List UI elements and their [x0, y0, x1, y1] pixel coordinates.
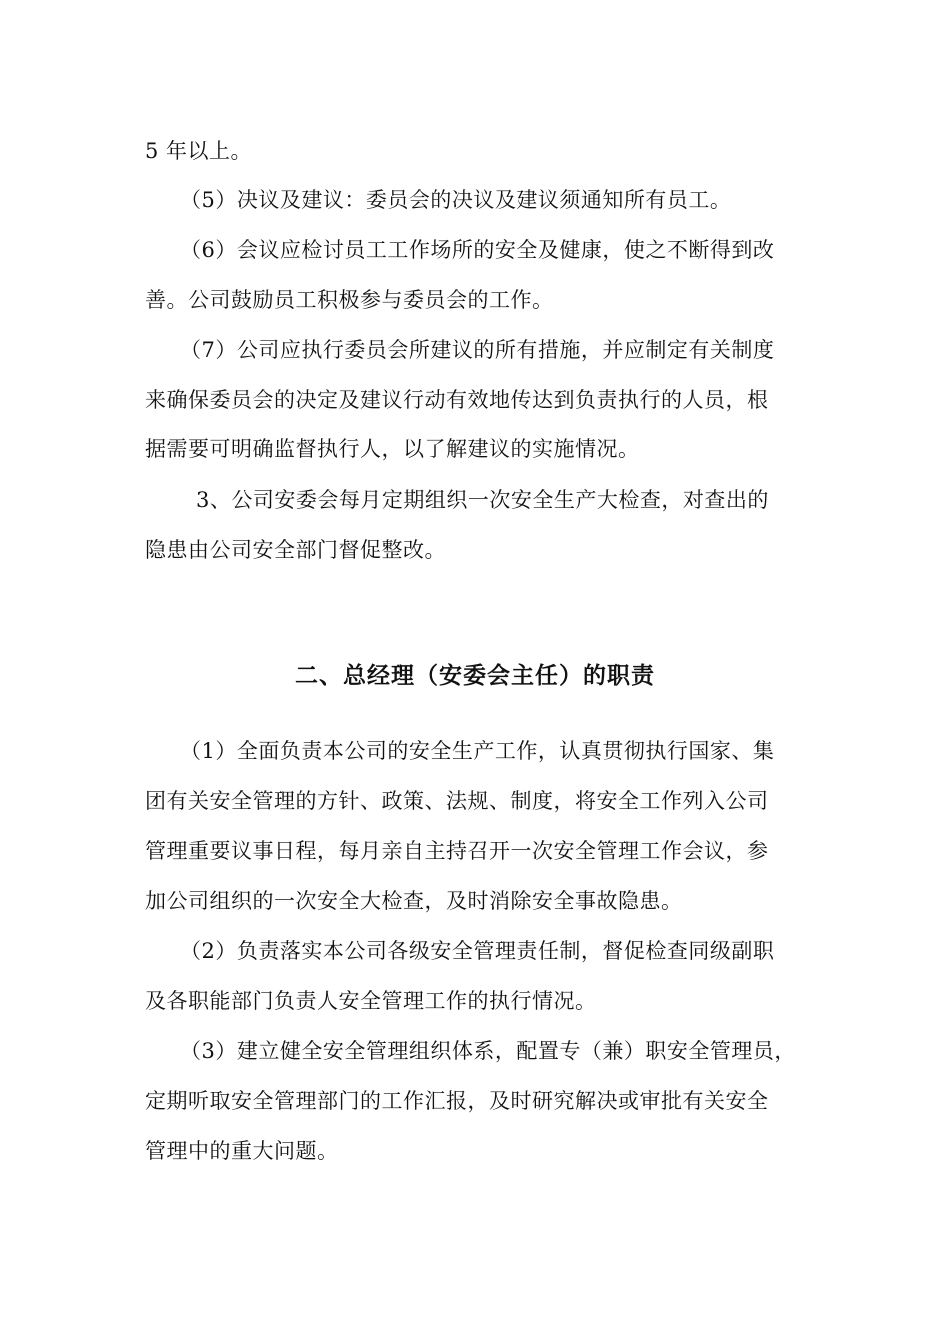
- text-line: 定期听取安全管理部门的工作汇报，及时研究解决或审批有关安全: [145, 1089, 769, 1113]
- text-line: 隐患由公司安全部门督促整改。: [145, 538, 446, 562]
- text-line: 善。公司鼓励员工积极参与委员会的工作。: [145, 288, 554, 312]
- text-line: 管理中的重大问题。: [145, 1139, 339, 1163]
- text-line: （6）会议应检讨员工工作场所的安全及健康，使之不断得到改: [180, 238, 775, 262]
- text-line: （1）全面负责本公司的安全生产工作，认真贯彻执行国家、集: [180, 739, 775, 763]
- text-line: 及各职能部门负责人安全管理工作的执行情况。: [145, 989, 597, 1013]
- text-line: 加公司组织的一次安全大检查，及时消除安全事故隐患。: [145, 889, 683, 913]
- text-line: 5 年以上。: [145, 139, 253, 163]
- text-line: （5）决议及建议：委员会的决议及建议须通知所有员工。: [180, 188, 732, 212]
- text-line: 团有关安全管理的方针、政策、法规、制度，将安全工作列入公司: [145, 789, 769, 813]
- text-line: （2）负责落实本公司各级安全管理责任制，督促检查同级副职: [180, 939, 775, 963]
- text-line: （3）建立健全安全管理组织体系，配置专（兼）职安全管理员，: [180, 1039, 796, 1063]
- text-line: （7）公司应执行委员会所建议的所有措施，并应制定有关制度: [180, 338, 775, 362]
- text-line: 管理重要议事日程，每月亲自主持召开一次安全管理工作会议，参: [145, 839, 769, 863]
- text-line: 据需要可明确监督执行人，以了解建议的实施情况。: [145, 437, 640, 461]
- text-line: 3、公司安委会每月定期组织一次安全生产大检查，对查出的: [196, 488, 769, 512]
- text-line: 来确保委员会的决定及建议行动有效地传达到负责执行的人员，根: [145, 388, 769, 412]
- section-heading: 二、总经理（安委会主任）的职责: [295, 663, 655, 689]
